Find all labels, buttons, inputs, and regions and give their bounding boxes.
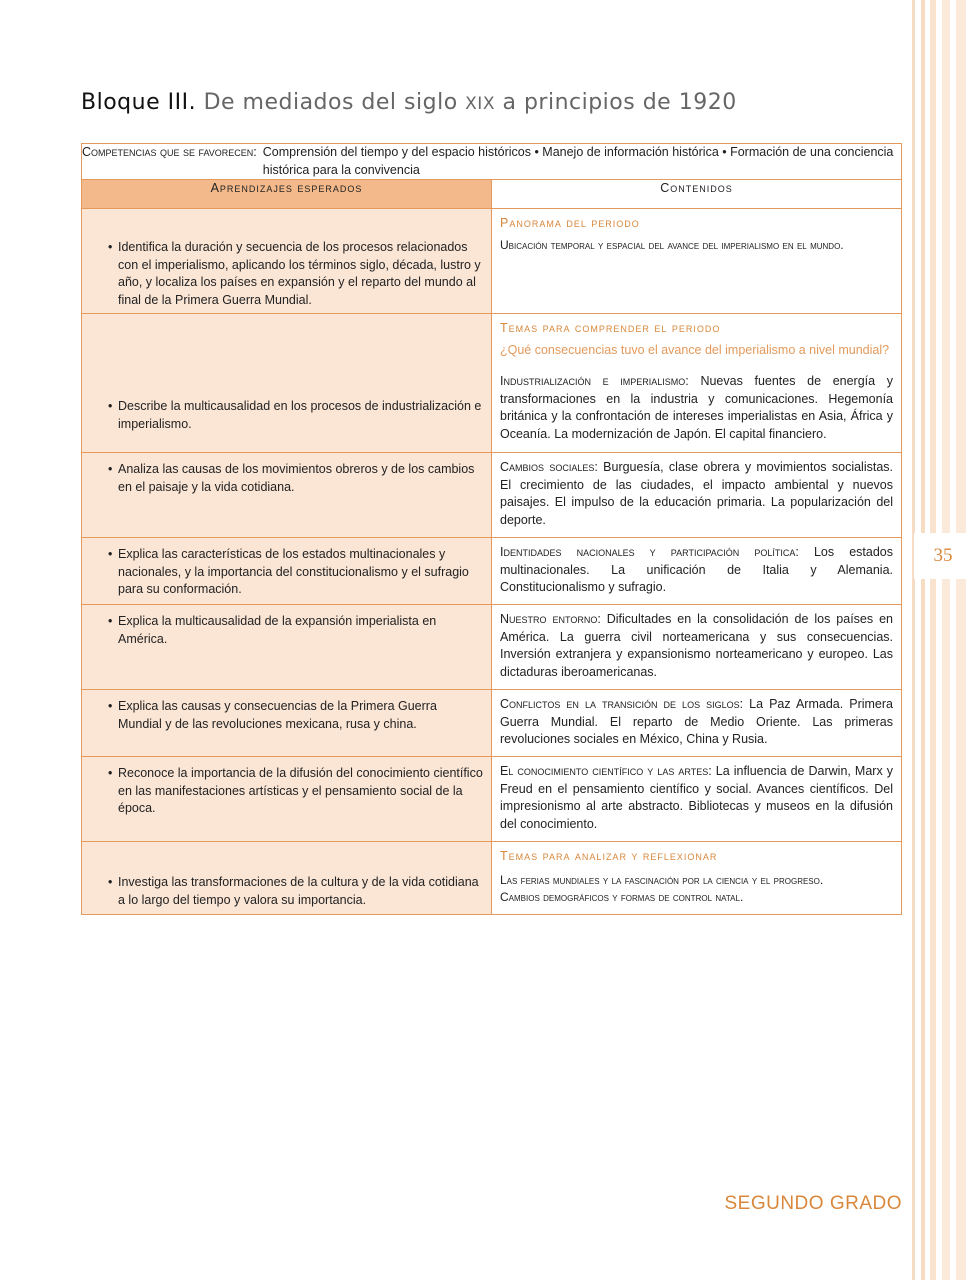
aprendizaje-item [82, 842, 491, 913]
contenido-paragraph [492, 757, 901, 838]
content-text: La influencia de Darwin, Marx y Freud en el pensamiento científico y social. Avances científicos. Del impresionismo al arte abstracto. Bibliotecas y museos en la difusión del conocimiento. [500, 764, 893, 831]
content-label: Nuestro entorno: [500, 612, 601, 626]
section-title: Temas para comprender el periodo [500, 321, 721, 335]
aprendizaje-text: Investiga las transformaciones de la cultura y de la vida cotidiana a lo largo del tiempo y valora su importancia. [118, 875, 479, 907]
page-number-box [914, 533, 972, 579]
contenido-cell [492, 453, 902, 538]
contenido-cell [492, 757, 902, 842]
bullet: • [108, 614, 113, 628]
aprendizaje-cell [82, 605, 492, 690]
table-row [82, 538, 902, 605]
content-label: Cambios demográficos y formas de control natal. [500, 890, 744, 904]
aprendizaje-cell [82, 690, 492, 757]
header-contenidos: Contenidos [492, 180, 902, 209]
contenido-paragraph [492, 605, 901, 686]
aprendizaje-item [82, 605, 491, 652]
contenido-paragraph [492, 538, 901, 602]
contenido-inner [492, 842, 901, 912]
contenido-cell [492, 605, 902, 690]
aprendizaje-cell [82, 538, 492, 605]
aprendizaje-cell [82, 209, 492, 314]
contenido-cell [492, 842, 902, 915]
block-label: Bloque III. [81, 90, 197, 115]
contenido-cell [492, 209, 902, 314]
content-text: La Paz Armada. Primera Guerra Mundial. El reparto de Medio Oriente. Las primeras revoluciones sociales en México, China y Rusia. [500, 697, 893, 746]
table-row [82, 314, 902, 453]
content-text: Los estados multinacionales. La unificación de Italia y Alemania. Constitucionalismo y sufragio. [500, 545, 893, 594]
bullet: • [108, 547, 113, 561]
bullet: • [108, 240, 113, 254]
competencias-label: Competencias que se favorecen: [82, 145, 257, 159]
aprendizaje-item [82, 757, 491, 822]
aprendizaje-text: Describe la multicausalidad en los procesos de industrialización e imperialismo. [118, 399, 482, 431]
content-label: Las ferias mundiales y la fascinación por la ciencia y el progreso. [500, 872, 824, 887]
content-label: El conocimiento científico y las artes: [500, 764, 712, 778]
aprendizaje-cell [82, 453, 492, 538]
section-title: Temas para analizar y reflexionar [500, 849, 718, 863]
contenido-cell [492, 690, 902, 757]
table-row [82, 842, 902, 915]
page-title [81, 90, 737, 115]
table-row [82, 209, 902, 314]
table-row [82, 757, 902, 842]
contents-table [81, 143, 902, 915]
competencias-cell [82, 144, 902, 180]
bullet: • [108, 875, 113, 889]
content-text: Nuevas fuentes de energía y transformaciones en la industria y comunicaciones. Hegemonía británica y la confrontación de intereses imperialistas en Asia, África y Oceanía. La modernización de Japón. El capital financiero. [500, 374, 893, 441]
section-title: Panorama del periodo [500, 216, 640, 230]
block-subtitle [204, 90, 737, 115]
content-label: Conflictos en la transición de los siglos: [500, 697, 744, 711]
aprendizaje-item [82, 690, 491, 737]
contenido-cell [492, 314, 902, 453]
aprendizaje-text: Analiza las causas de los movimientos obreros y de los cambios en el paisaje y la vida cotidiana. [118, 462, 475, 494]
grade-footer: SEGUNDO GRADO [724, 1193, 902, 1214]
header-aprendizajes: Aprendizajes esperados [82, 180, 492, 209]
guiding-question: ¿Qué consecuencias tuvo el avance del imperialismo a nivel mundial? [500, 342, 890, 357]
competencias-text: Comprensión del tiempo y del espacio históricos • Manejo de información histórica • Formación de una conciencia histórica para la convivencia [262, 145, 894, 177]
aprendizaje-item [82, 314, 491, 437]
bullet: • [108, 462, 113, 476]
aprendizaje-item [82, 209, 491, 313]
content-paragraph [500, 373, 893, 443]
table-row [82, 605, 902, 690]
contenido-inner [492, 314, 901, 448]
table-row [82, 453, 902, 538]
competencias-row [82, 144, 902, 180]
content-label: Ubicación temporal y espacial del avance del imperialismo en el mundo. [500, 237, 844, 252]
contenido-paragraph [492, 453, 901, 534]
aprendizaje-text: Explica las características de los estados multinacionales y nacionales, y la importancia del constitucionalismo y el sufragio para su conformación. [118, 547, 469, 596]
aprendizaje-cell [82, 842, 492, 915]
bullet: • [108, 699, 113, 713]
aprendizaje-item [82, 538, 491, 603]
subtitle-pre: De mediados del siglo [203, 90, 458, 115]
content-label: Industrialización e imperialismo: [500, 374, 689, 388]
aprendizaje-text: Identifica la duración y secuencia de los procesos relacionados con el imperialismo, aplicando los términos siglo, década, lustro y año, y localiza los países en expansión y el reparto del mundo al final de la Primera Guerra Mundial. [118, 240, 481, 307]
aprendizaje-text: Explica la multicausalidad de la expansión imperialista en América. [118, 614, 437, 646]
aprendizaje-item [82, 453, 491, 500]
header-row [82, 180, 902, 209]
contenido-inner [492, 209, 901, 259]
aprendizaje-cell [82, 314, 492, 453]
decorative-stripes [912, 0, 972, 1280]
contenido-cell [492, 538, 902, 605]
bullet: • [108, 399, 113, 413]
contenido-paragraph [492, 690, 901, 754]
table-row [82, 690, 902, 757]
content-label: Cambios sociales: [500, 460, 598, 474]
content-text: Dificultades en la consolidación de los países en América. La guerra civil norteamericana y sus consecuencias. Inversión extranjera y expansionismo norteamericano y europeo. Las dictaduras iberoamericanas. [500, 612, 893, 679]
competencias-inner [82, 144, 901, 179]
aprendizaje-cell [82, 757, 492, 842]
aprendizaje-text: Reconoce la importancia de la difusión del conocimiento científico en las manifestaciones artísticas y el pensamiento social de la época. [118, 766, 483, 815]
page-number: 35 [933, 545, 953, 566]
content-label: Identidades nacionales y participación política: [500, 545, 799, 559]
aprendizaje-text: Explica las causas y consecuencias de la Primera Guerra Mundial y de las revoluciones mexicana, rusa y china. [118, 699, 437, 731]
subtitle-post: a principios de 1920 [502, 90, 737, 115]
content-text: Burguesía, clase obrera y movimientos socialistas. El crecimiento de las ciudades, el impacto ambiental y nuevos paisajes. El impulso de la educación primaria. La popularización del deporte. [500, 460, 893, 527]
bullet: • [108, 766, 113, 780]
subtitle-roman: XIX [465, 94, 495, 114]
